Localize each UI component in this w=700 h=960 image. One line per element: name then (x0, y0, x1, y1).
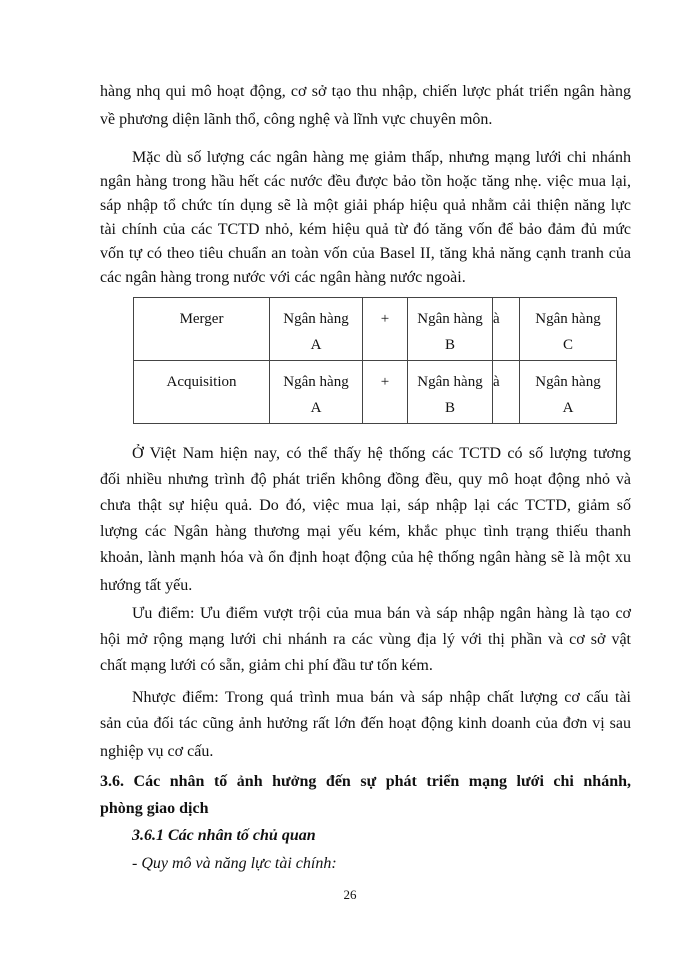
paragraph-2-line-4: tài chính của các TCTD nhỏ, kém hiệu quả từ đó tăng vốn để bảo đảm đủ mức (100, 221, 631, 238)
paragraph-5-line-3: nghiệp vụ cơ cấu. (100, 743, 214, 760)
row-label: Acquisition (134, 361, 270, 424)
bank-cell: Ngân hàng A (270, 298, 363, 361)
paragraph-3-line-5: khoản, lành mạnh hóa và ổn định hoạt động của hệ thống ngân hàng sẽ là một xu (100, 549, 631, 566)
paragraph-3-line-1: Ở Việt Nam hiện nay, có thể thấy hệ thống các TCTD có số lượng tương (132, 445, 631, 462)
plus-operator: + (363, 361, 408, 424)
result-bank-cell: Ngân hàng C (520, 298, 617, 361)
row-label: Merger (134, 298, 270, 361)
paragraph-4-line-1: Ưu điểm: Ưu điểm vượt trội của mua bán và sáp nhập ngân hàng là tạo cơ (132, 605, 631, 622)
bullet-item: - Quy mô và năng lực tài chính: (132, 855, 337, 872)
bank-cell: Ngân hàng A (270, 361, 363, 424)
paragraph-4-line-2: hội mở rộng mạng lưới chi nhánh ra các vùng địa lý với thị phần và cơ sở vật (100, 631, 631, 648)
paragraph-2-line-3: sáp nhập tổ chức tín dụng sẽ là một giải pháp hiệu quả nhằm cải thiện năng lực (100, 197, 631, 214)
plus-operator: + (363, 298, 408, 361)
bank-cell: Ngân hàng B (408, 361, 493, 424)
merger-acquisition-table (133, 297, 617, 424)
paragraph-2-line-2: ngân hàng trong hầu hết các nước đều được bảo tồn hoặc tăng nhẹ. việc mua lại, (100, 173, 631, 190)
bank-cell: Ngân hàng B (408, 298, 493, 361)
section-heading-line-2: phòng giao dịch (100, 800, 209, 817)
table-row (134, 361, 617, 424)
section-heading-line-1: 3.6. Các nhân tố ảnh hưởng đến sự phát triển mạng lưới chi nhánh, (100, 773, 631, 790)
paragraph-5-line-2: sản của đối tác cũng ảnh hưởng rất lớn đến hoạt động kinh doanh của đơn vị sau (100, 715, 631, 732)
paragraph-3-line-6: hướng tất yếu. (100, 577, 193, 594)
paragraph-3-line-3: chưa thật sự hiệu quả. Do đó, việc mua lại, sáp nhập lại các TCTD, giảm số (100, 497, 631, 514)
paragraph-2-line-5: vốn tự có theo tiêu chuẩn an toàn vốn của Basel II, tăng khả năng cạnh tranh của (100, 245, 631, 262)
table-row (134, 298, 617, 361)
paragraph-2-line-1: Mặc dù số lượng các ngân hàng mẹ giảm thấp, nhưng mạng lưới chi nhánh (132, 149, 631, 166)
result-bank-cell: Ngân hàng A (520, 361, 617, 424)
arrow-symbol: à (493, 298, 520, 361)
paragraph-5-line-1: Nhược điểm: Trong quá trình mua bán và sáp nhập chất lượng cơ cấu tài (132, 689, 631, 706)
paragraph-4-line-3: chất mạng lưới có sẵn, giảm chi phí đầu tư tốn kém. (100, 657, 433, 674)
subsection-heading: 3.6.1 Các nhân tố chủ quan (132, 827, 316, 844)
paragraph-1-line-2: về phương diện lãnh thổ, công nghệ và lĩnh vực chuyên môn. (100, 111, 493, 128)
paragraph-3-line-2: đối nhiều nhưng trình độ phát triển không đồng đều, quy mô hoạt động nhỏ và (100, 471, 631, 488)
paragraph-2-line-6: các ngân hàng trong nước với các ngân hàng nước ngoài. (100, 269, 466, 286)
paragraph-1-line-1: hàng nhq qui mô hoạt động, cơ sở tạo thu nhập, chiến lược phát triển ngân hàng (100, 83, 631, 100)
paragraph-3-line-4: lượng các Ngân hàng thương mại yếu kém, khắc phục tình trạng thiếu thanh (100, 523, 631, 540)
arrow-symbol: à (493, 361, 520, 424)
page-number: 26 (343, 887, 357, 902)
